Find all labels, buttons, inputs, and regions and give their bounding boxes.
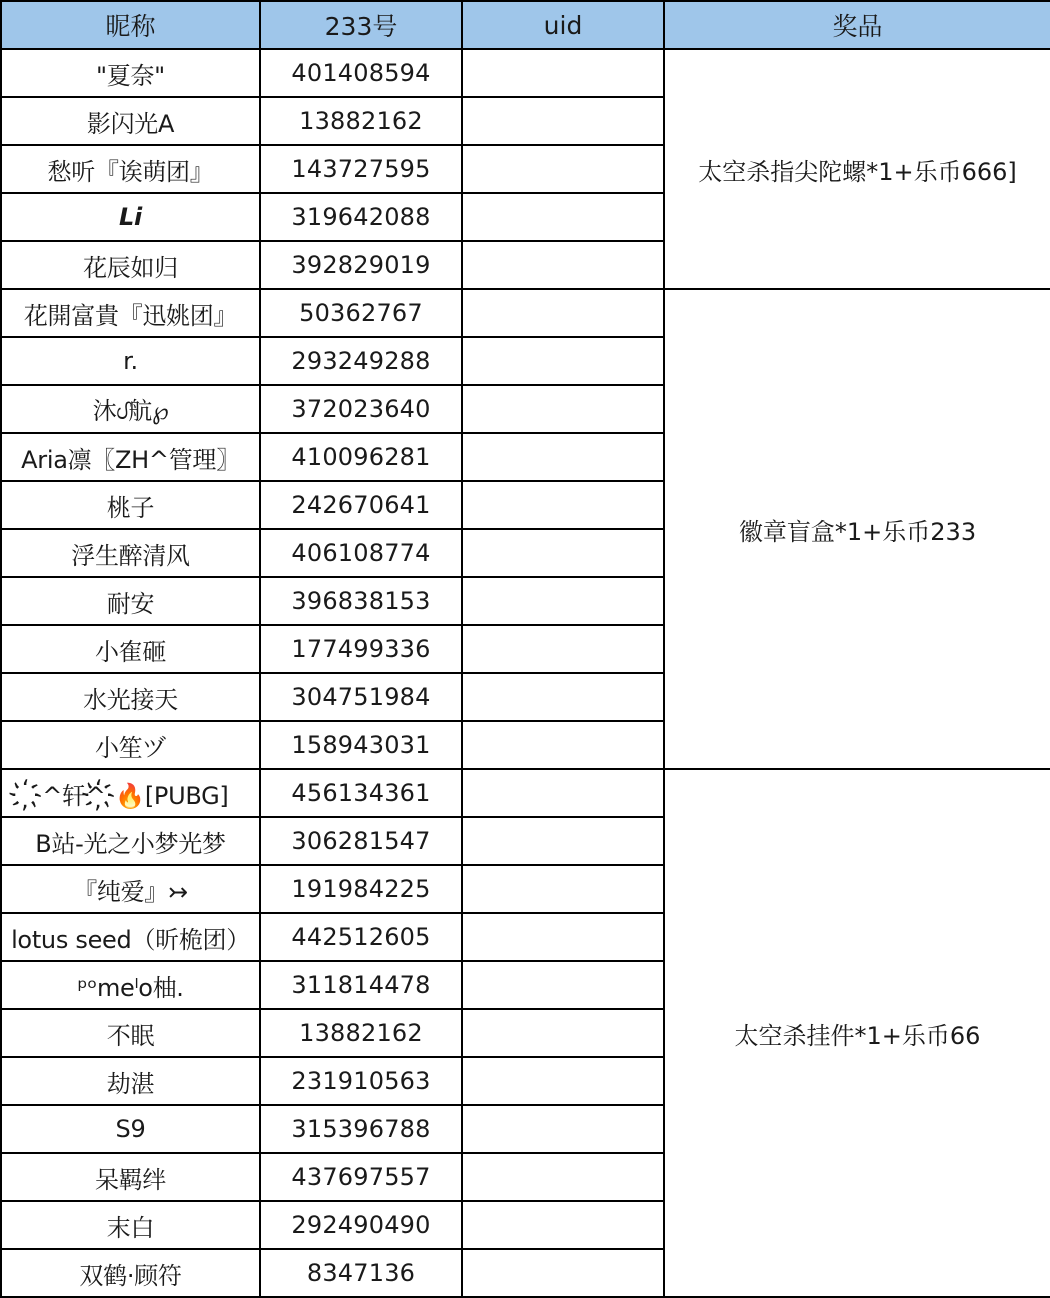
cell-233-id: 315396788 (260, 1105, 462, 1153)
cell-233-id: 293249288 (260, 337, 462, 385)
cell-233-id: 50362767 (260, 289, 462, 337)
cell-uid (462, 481, 664, 529)
cell-prize: 太空杀指尖陀螺*1+乐币666] (664, 49, 1050, 289)
cell-233-id: 442512605 (260, 913, 462, 961)
cell-uid (462, 1057, 664, 1105)
cell-uid (462, 97, 664, 145)
cell-233-id: 456134361 (260, 769, 462, 817)
cell-uid (462, 433, 664, 481)
cell-nickname: 花辰如归 (1, 241, 260, 289)
cell-uid (462, 817, 664, 865)
cell-uid (462, 673, 664, 721)
cell-233-id: 231910563 (260, 1057, 462, 1105)
cell-233-id: 177499336 (260, 625, 462, 673)
cell-233-id: 392829019 (260, 241, 462, 289)
cell-233-id: 401408594 (260, 49, 462, 97)
cell-233-id: 143727595 (260, 145, 462, 193)
cell-233-id: 437697557 (260, 1153, 462, 1201)
cell-233-id: 372023640 (260, 385, 462, 433)
cell-nickname: 呆羁绊 (1, 1153, 260, 1201)
cell-nickname: r. (1, 337, 260, 385)
cell-nickname: 小隺砸 (1, 625, 260, 673)
cell-nickname: Li (1, 193, 260, 241)
cell-uid (462, 1153, 664, 1201)
cell-233-id: 242670641 (260, 481, 462, 529)
header-nickname: 昵称 (1, 1, 260, 49)
cell-uid (462, 961, 664, 1009)
cell-nickname: 劫湛 (1, 1057, 260, 1105)
cell-233-id: 304751984 (260, 673, 462, 721)
cell-uid (462, 1201, 664, 1249)
table-row (1, 769, 1050, 817)
cell-nickname: 耐安 (1, 577, 260, 625)
table-header (1, 1, 1050, 49)
cell-nickname: "夏奈" (1, 49, 260, 97)
cell-nickname: lotus seed（昕桅团） (1, 913, 260, 961)
cell-nickname: Aria凛〖ZH^管理〗 (1, 433, 260, 481)
cell-nickname: 不眠 (1, 1009, 260, 1057)
cell-uid (462, 865, 664, 913)
cell-233-id: 8347136 (260, 1249, 462, 1297)
cell-prize: 太空杀挂件*1+乐币66 (664, 769, 1050, 1297)
cell-uid (462, 193, 664, 241)
cell-nickname: 末白 (1, 1201, 260, 1249)
cell-nickname: 愁听『诶萌团』 (1, 145, 260, 193)
cell-nickname: 水光接天 (1, 673, 260, 721)
cell-233-id: 410096281 (260, 433, 462, 481)
cell-nickname: 影闪光A (1, 97, 260, 145)
cell-nickname: 沐ᦔ航℘ (1, 385, 260, 433)
cell-233-id: 158943031 (260, 721, 462, 769)
cell-uid (462, 1105, 664, 1153)
cell-uid (462, 241, 664, 289)
header-row (1, 1, 1050, 49)
cell-uid (462, 385, 664, 433)
cell-233-id: 13882162 (260, 97, 462, 145)
cell-233-id: 292490490 (260, 1201, 462, 1249)
cell-nickname: 花開富貴『迅姚团』 (1, 289, 260, 337)
cell-233-id: 406108774 (260, 529, 462, 577)
header-233-id: 233号 (260, 1, 462, 49)
cell-nickname: 浮生醉清风 (1, 529, 260, 577)
table-body (1, 49, 1050, 1297)
cell-uid (462, 145, 664, 193)
cell-uid (462, 769, 664, 817)
cell-nickname: 小笙ヅ (1, 721, 260, 769)
table-row (1, 289, 1050, 337)
cell-uid (462, 1249, 664, 1297)
cell-nickname: S9 (1, 1105, 260, 1153)
cell-uid (462, 289, 664, 337)
header-uid: uid (462, 1, 664, 49)
header-prize: 奖品 (664, 1, 1050, 49)
table-row (1, 49, 1050, 97)
cell-nickname: 双鹤·顾符 (1, 1249, 260, 1297)
cell-uid (462, 577, 664, 625)
cell-nickname: ᵖᵒmeˡo柚. (1, 961, 260, 1009)
cell-nickname: B站-光之小梦光梦 (1, 817, 260, 865)
cell-uid (462, 721, 664, 769)
cell-uid (462, 49, 664, 97)
cell-233-id: 191984225 (260, 865, 462, 913)
cell-uid (462, 913, 664, 961)
cell-233-id: 319642088 (260, 193, 462, 241)
cell-uid (462, 1009, 664, 1057)
cell-nickname: ҉^轩^҉🔥[PUBG] (1, 769, 260, 817)
cell-uid (462, 625, 664, 673)
cell-nickname: 『纯爱』↣ (1, 865, 260, 913)
cell-233-id: 311814478 (260, 961, 462, 1009)
cell-nickname: 桃子 (1, 481, 260, 529)
cell-233-id: 13882162 (260, 1009, 462, 1057)
cell-233-id: 396838153 (260, 577, 462, 625)
cell-prize: 徽章盲盒*1+乐币233 (664, 289, 1050, 769)
cell-233-id: 306281547 (260, 817, 462, 865)
cell-uid (462, 529, 664, 577)
cell-uid (462, 337, 664, 385)
